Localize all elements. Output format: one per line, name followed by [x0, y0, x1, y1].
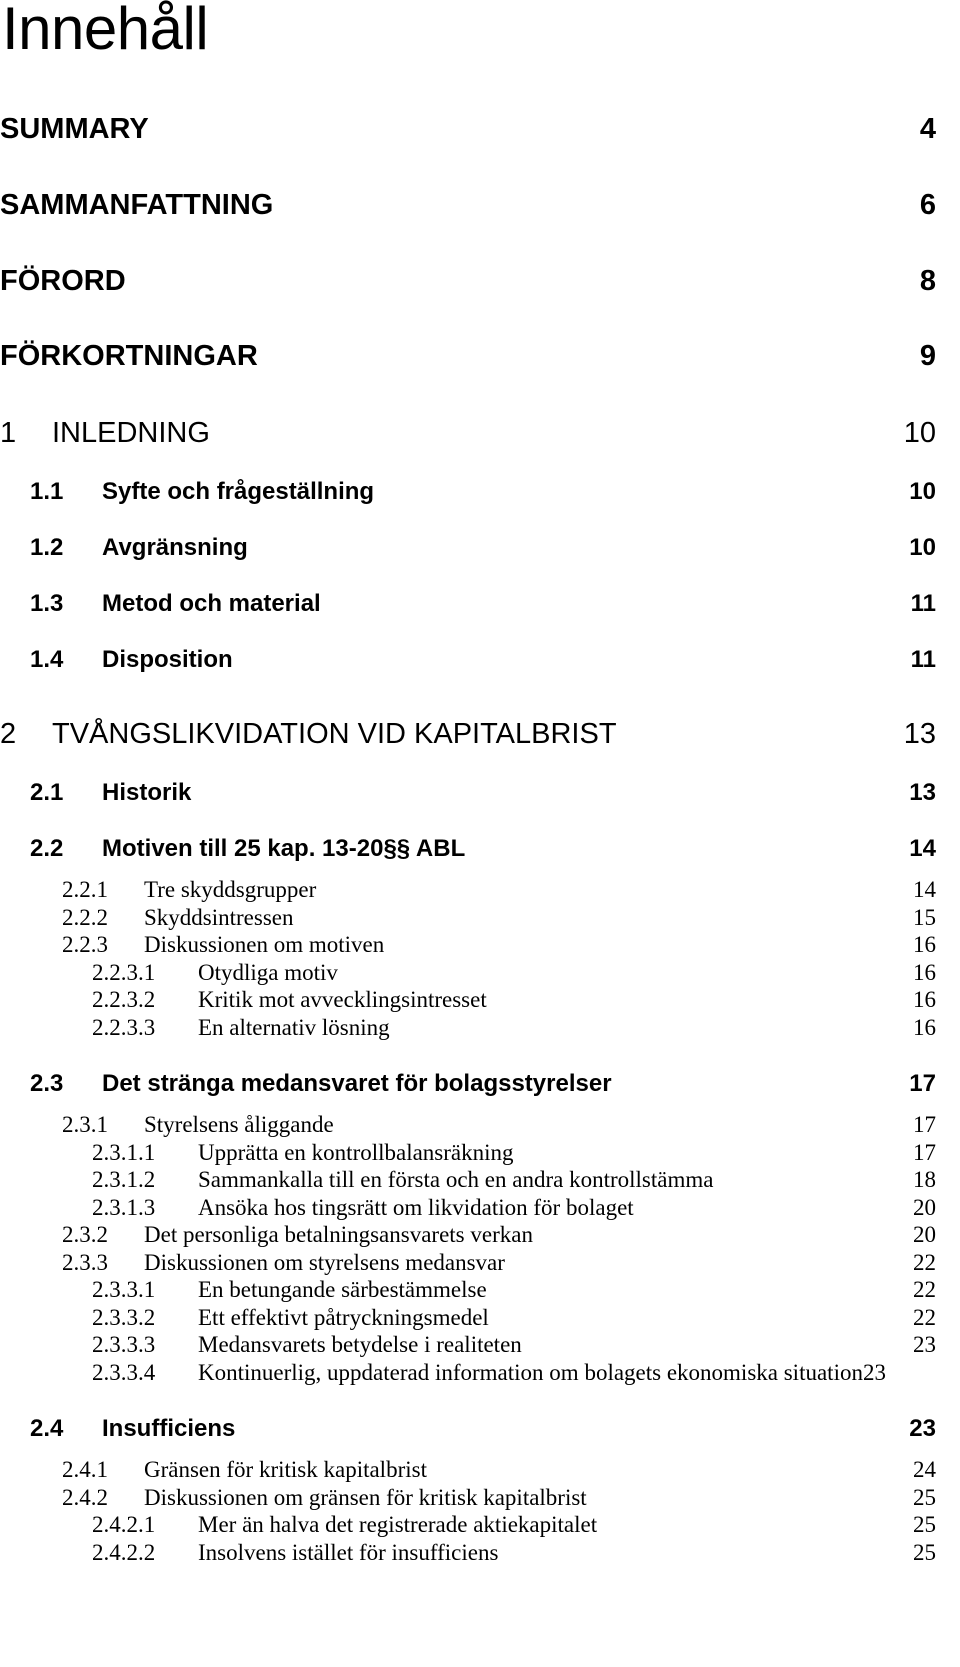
toc-entry-title: Syfte och frågeställning	[102, 478, 375, 505]
toc-entry-title: Kontinuerlig, uppdaterad information om bolagets ekonomiska situation23	[198, 1360, 886, 1385]
toc-entry[interactable]	[0, 1353, 960, 1387]
toc-entry[interactable]	[0, 188, 960, 222]
toc-entry-number: 2.3.3	[62, 1250, 108, 1275]
toc-entry-title: Insolvens istället för insufficiens	[198, 1540, 499, 1565]
toc-entry-page-number: 11	[910, 646, 936, 673]
toc-entry[interactable]	[0, 473, 960, 507]
toc-entry-number: 2.2.3.2	[92, 987, 156, 1012]
toc-entry-number: 2.4.2	[62, 1485, 108, 1510]
toc-entry-number: 2.2.3.1	[92, 960, 156, 985]
toc-entry[interactable]	[0, 774, 960, 808]
toc-entry-number: 2.4	[30, 1415, 64, 1442]
toc-entry[interactable]	[0, 1410, 960, 1444]
toc-entry-page-number: 23	[909, 1415, 936, 1442]
toc-entry-title: Motiven till 25 kap. 13-20§§ ABL	[102, 835, 466, 862]
page-title: Innehåll	[2, 0, 209, 62]
toc-entry-title: SAMMANFATTNING	[0, 189, 274, 221]
toc-entry-number: 2.2.3.3	[92, 1015, 156, 1040]
toc-entry-page-number: 17	[909, 1070, 936, 1097]
toc-entry-title: FÖRKORTNINGAR	[0, 340, 258, 372]
toc-entry[interactable]	[0, 416, 960, 450]
toc-entry-number: 2.3.3.4	[92, 1360, 156, 1385]
toc-entry[interactable]	[0, 830, 960, 864]
toc-entry-page-number: 10	[903, 417, 936, 449]
toc-entry-page-number: 10	[909, 534, 936, 561]
toc-entry-title: Metod och material	[102, 590, 321, 617]
toc-entry-page-number: 16	[913, 932, 936, 957]
toc-entry-title: Kritik mot avvecklingsintresset	[198, 987, 487, 1012]
toc-entry-title: Ansöka hos tingsrätt om likvidation för bolaget	[198, 1195, 634, 1220]
toc-entry-page-number: 25	[913, 1512, 936, 1537]
toc-entry-number: 2.3.1.1	[92, 1140, 156, 1165]
toc-entry-title: Diskussionen om motiven	[144, 932, 385, 957]
toc-entry-title: Avgränsning	[102, 534, 248, 561]
toc-entry-number: 1.2	[30, 534, 64, 561]
toc-entry-title: Otydliga motiv	[198, 960, 338, 985]
toc-entry-number: 1.4	[30, 646, 64, 673]
toc-entry-page-number: 14	[909, 835, 936, 862]
toc-entry[interactable]	[0, 339, 960, 373]
toc-entry-title: Ett effektivt påtryckningsmedel	[198, 1305, 489, 1330]
toc-entry-title: Skyddsintressen	[144, 905, 294, 930]
toc-entry-title: Gränsen för kritisk kapitalbrist	[144, 1457, 427, 1482]
toc-entry-number: 2.2.2	[62, 905, 108, 930]
toc-entry-number: 2.2.3	[62, 932, 108, 957]
toc-entry-title: Insufficiens	[102, 1415, 236, 1442]
toc-entry-number: 2.4.2.1	[92, 1512, 156, 1537]
toc-entry-title: Tre skyddsgrupper	[144, 877, 317, 902]
toc-entry-number: 2.4.2.2	[92, 1540, 156, 1565]
toc-entry-page-number: 6	[919, 189, 936, 221]
toc-entry-page-number: 17	[913, 1140, 936, 1165]
toc-entry-number: 2.3.1.2	[92, 1167, 156, 1192]
toc-entry-title: Medansvarets betydelse i realiteten	[198, 1332, 522, 1357]
toc-entry-number: 2.3.3.2	[92, 1305, 156, 1330]
toc-entry-page-number: 4	[919, 113, 936, 145]
toc-entry-title: Upprätta en kontrollbalansräkning	[198, 1140, 514, 1165]
toc-entry-title: Historik	[102, 779, 192, 806]
toc-entry-page-number: 15	[913, 905, 936, 930]
toc-entry-title: TVÅNGSLIKVIDATION VID KAPITALBRIST	[52, 718, 617, 750]
toc-entry-title: Det stränga medansvaret för bolagsstyrelser	[102, 1070, 612, 1097]
toc-entry-number: 2.2.1	[62, 877, 108, 902]
toc-entry-title: Styrelsens åliggande	[144, 1112, 334, 1137]
toc-entry-page-number: 13	[909, 779, 936, 806]
toc-entry-title: En alternativ lösning	[198, 1015, 390, 1040]
toc-entry-page-number: 22	[913, 1277, 936, 1302]
toc-entry[interactable]	[0, 585, 960, 619]
toc-entry-page-number: 16	[913, 960, 936, 985]
toc-entry-title: Disposition	[102, 646, 233, 673]
toc-entry[interactable]	[0, 529, 960, 563]
toc-entry-page-number: 18	[913, 1167, 936, 1192]
toc-entry-number: 2	[0, 718, 17, 750]
toc-entry-number: 1.3	[30, 590, 64, 617]
toc-entry-number: 2.3.3.1	[92, 1277, 156, 1302]
toc-entry-title: Diskussionen om styrelsens medansvar	[144, 1250, 505, 1275]
toc-entry[interactable]	[0, 717, 960, 751]
toc-entry-page-number: 10	[909, 478, 936, 505]
toc-entry-page-number: 24	[913, 1457, 936, 1482]
toc-entry-number: 2.1	[30, 779, 64, 806]
toc-entry-page-number: 22	[913, 1305, 936, 1330]
toc-entry-page-number: 20	[913, 1222, 936, 1247]
toc-entry-page-number: 9	[919, 340, 936, 372]
toc-entry[interactable]	[0, 1065, 960, 1099]
toc-entry-page-number: 23	[913, 1332, 936, 1357]
toc-entry-number: 2.3.1	[62, 1112, 108, 1137]
toc-entry-number: 1.1	[30, 478, 64, 505]
toc-entry-page-number: 11	[910, 590, 936, 617]
toc-entry-page-number: 25	[913, 1540, 936, 1565]
toc-entry[interactable]	[0, 112, 960, 146]
toc-entry-title: SUMMARY	[0, 113, 149, 145]
toc-entry-page-number: 16	[913, 1015, 936, 1040]
toc-entry-number: 2.3.1.3	[92, 1195, 156, 1220]
toc-entry-number: 2.3.3.3	[92, 1332, 156, 1357]
toc-entry-title: Mer än halva det registrerade aktiekapitalet	[198, 1512, 598, 1537]
toc-entry-page-number: 14	[913, 877, 936, 902]
toc-entry-page-number: 25	[913, 1485, 936, 1510]
toc-entry-page-number: 13	[903, 718, 936, 750]
toc-entry-page-number: 17	[913, 1112, 936, 1137]
toc-entry-title: En betungande särbestämmelse	[198, 1277, 487, 1302]
toc-entry-title: Sammankalla till en första och en andra kontrollstämma	[198, 1167, 714, 1192]
toc-entry-page-number: 16	[913, 987, 936, 1012]
toc-entry-number: 2.3	[30, 1070, 64, 1097]
toc-entry-title: Det personliga betalningsansvarets verkan	[144, 1222, 533, 1247]
toc-entry-number: 2.4.1	[62, 1457, 108, 1482]
toc-entry[interactable]	[0, 641, 960, 675]
toc-entry-number: 1	[0, 417, 17, 449]
toc-entry-number: 2.2	[30, 835, 64, 862]
toc-entry[interactable]	[0, 1533, 960, 1567]
toc-entry-page-number: 22	[913, 1250, 936, 1275]
toc-entry-title: FÖRORD	[0, 265, 126, 297]
toc-entry-title: Diskussionen om gränsen för kritisk kapitalbrist	[144, 1485, 587, 1510]
toc-entry-title: INLEDNING	[52, 417, 210, 449]
toc-entry-page-number: 20	[913, 1195, 936, 1220]
toc-entry-number: 2.3.2	[62, 1222, 108, 1247]
toc-entry[interactable]	[0, 1008, 960, 1042]
toc-entry-page-number: 8	[919, 265, 936, 297]
toc-entry[interactable]	[0, 264, 960, 298]
